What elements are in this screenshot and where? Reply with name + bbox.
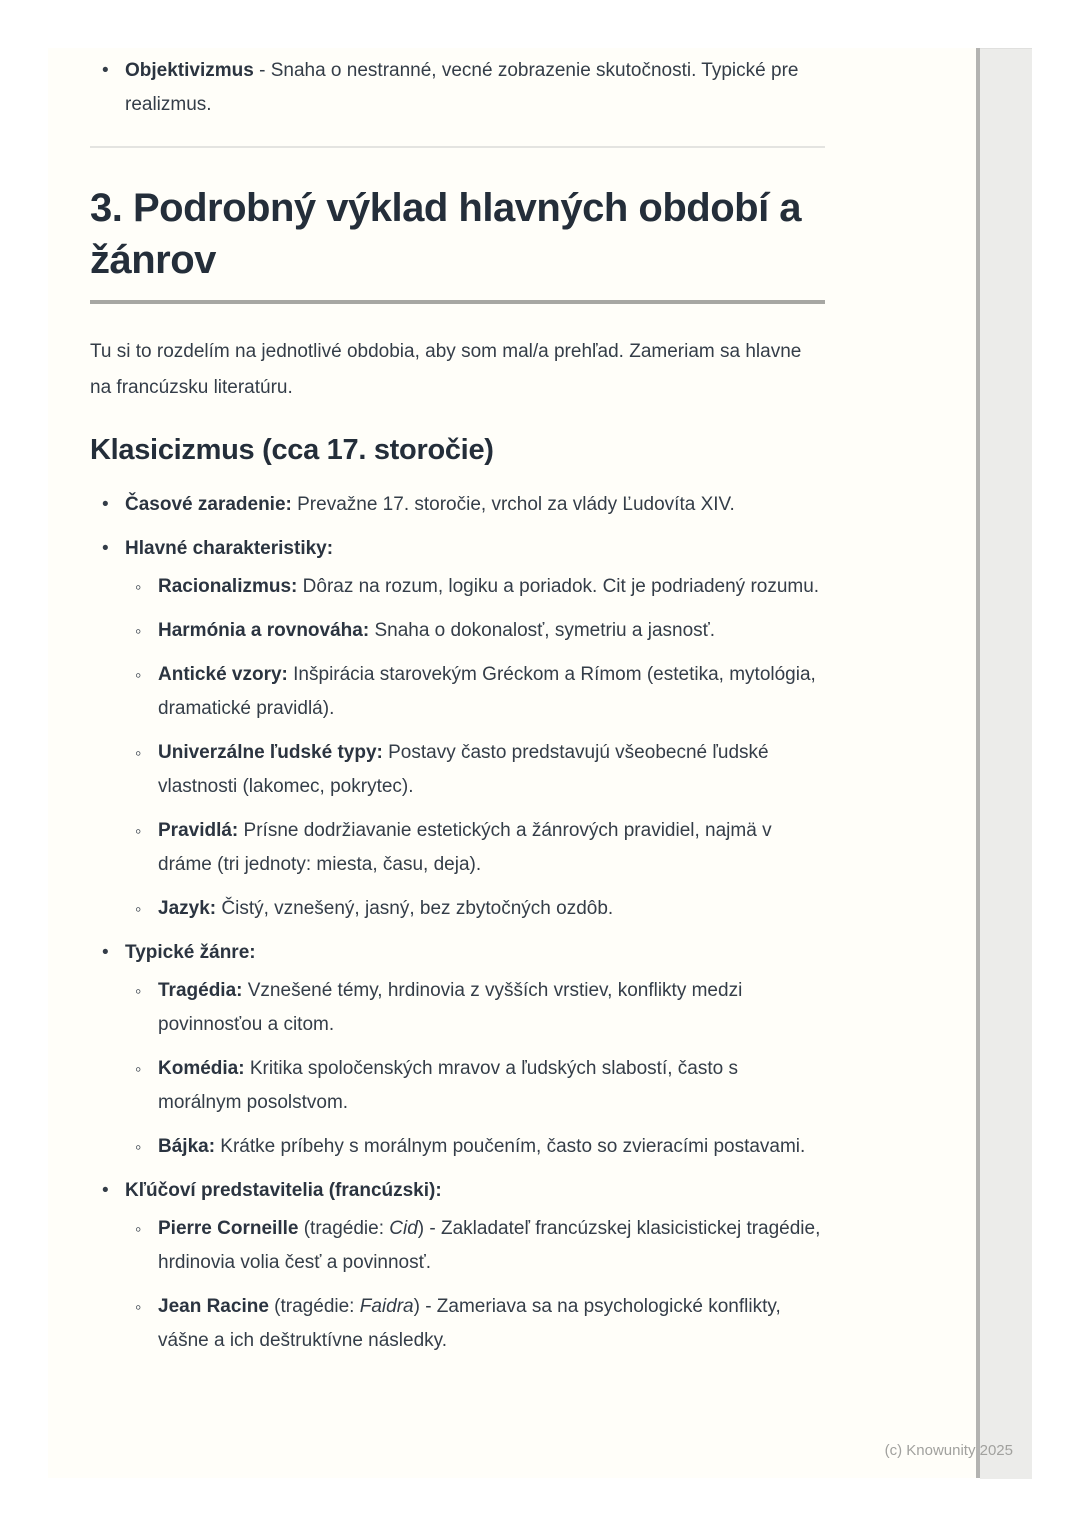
item-term: Jazyk: bbox=[158, 898, 217, 919]
subsection-heading: Klasicizmus (cca 17. storočie) bbox=[90, 434, 494, 466]
item-term: Antické vzory: bbox=[158, 664, 288, 685]
section-intro: Tu si to rozdelím na jednotlivé obdobia, aby som mal/a prehľad. Zameriam sa hlavne na francúzsku literatúru. bbox=[90, 341, 802, 398]
list-item bbox=[125, 736, 825, 804]
carryover-list bbox=[90, 54, 825, 122]
item-text: Vznešené témy, hrdinovia z vyšších vrstiev, konflikty medzi povinnosťou a citom. bbox=[158, 980, 743, 1035]
representatives-sublist bbox=[125, 1212, 825, 1358]
document-page bbox=[48, 48, 976, 1478]
item-term: Hlavné charakteristiky: bbox=[125, 538, 334, 559]
item-term: Jean Racine bbox=[158, 1296, 269, 1317]
characteristics-sublist bbox=[125, 570, 825, 926]
list-item bbox=[125, 892, 825, 926]
list-item bbox=[125, 658, 825, 726]
list-item bbox=[90, 936, 825, 1164]
item-text: - Snaha o nestranné, vecné zobrazenie skutočnosti. Typické pre realizmus. bbox=[125, 60, 799, 115]
item-text: Čistý, vznešený, jasný, bez zbytočných ozdôb. bbox=[216, 898, 614, 919]
item-work-title: Cid bbox=[389, 1218, 418, 1239]
list-item bbox=[125, 614, 825, 648]
item-term: Typické žánre: bbox=[125, 942, 256, 963]
item-text: Kritika spoločenských mravov a ľudských slabostí, často s morálnym posolstvom. bbox=[158, 1058, 738, 1113]
list-item bbox=[125, 1212, 825, 1280]
item-work-title: Faidra bbox=[359, 1296, 414, 1317]
genres-sublist bbox=[125, 974, 825, 1164]
item-term: Tragédia: bbox=[158, 980, 243, 1001]
divider-heavy bbox=[90, 300, 825, 304]
item-term: Harmónia a rovnováha: bbox=[158, 620, 370, 641]
side-gutter bbox=[980, 48, 1032, 1479]
list-item bbox=[90, 1174, 825, 1358]
list-item bbox=[90, 488, 825, 522]
item-text: (tragédie: bbox=[268, 1296, 360, 1317]
item-term: Komédia: bbox=[158, 1058, 245, 1079]
item-text: ) - Zameriava sa na psychologické konflikty, vášne a ich deštruktívne následky. bbox=[158, 1296, 781, 1351]
list-item bbox=[125, 1290, 825, 1358]
item-text: (tragédie: bbox=[298, 1218, 390, 1239]
item-term: Pravidlá: bbox=[158, 820, 239, 841]
item-text: Dôraz na rozum, logiku a poriadok. Cit je podriadený rozumu. bbox=[297, 576, 820, 597]
item-text: Inšpirácia starovekým Gréckom a Rímom (estetika, mytológia, dramatické pravidlá). bbox=[158, 664, 816, 719]
item-term: Bájka: bbox=[158, 1136, 216, 1157]
item-term: Univerzálne ľudské typy: bbox=[158, 742, 383, 763]
item-term: Časové zaradenie: bbox=[125, 494, 292, 515]
list-item bbox=[90, 532, 825, 926]
item-text: Prevažne 17. storočie, vrchol za vlády Ľudovíta XIV. bbox=[291, 494, 735, 515]
page-content bbox=[90, 54, 825, 1368]
item-term: Kľúčoví predstavitelia (francúzski): bbox=[125, 1180, 442, 1201]
item-text: Postavy často predstavujú všeobecné ľudské vlastnosti (lakomec, pokrytec). bbox=[158, 742, 769, 797]
item-term: Pierre Corneille bbox=[158, 1218, 299, 1239]
list-item bbox=[125, 570, 825, 604]
list-item bbox=[125, 814, 825, 882]
list-item bbox=[125, 974, 825, 1042]
list-item bbox=[90, 54, 825, 122]
list-item bbox=[125, 1052, 825, 1120]
item-term: Objektivizmus bbox=[125, 60, 254, 81]
divider-light bbox=[90, 146, 825, 148]
klasicizmus-list bbox=[90, 488, 825, 1358]
section-heading: 3. Podrobný výklad hlavných období a žánrov bbox=[90, 186, 802, 282]
item-term: Racionalizmus: bbox=[158, 576, 298, 597]
copyright-watermark: (c) Knowunity 2025 bbox=[884, 1442, 1013, 1459]
item-text: Snaha o dokonalosť, symetriu a jasnosť. bbox=[369, 620, 716, 641]
item-text: ) - Zakladateľ francúzskej klasicistickej tragédie, hrdinovia volia česť a povinnosť. bbox=[158, 1218, 821, 1273]
item-text: Prísne dodržiavanie estetických a žánrových pravidiel, najmä v dráme (tri jednoty: miesta, času, deja). bbox=[158, 820, 772, 875]
item-text: Krátke príbehy s morálnym poučením, často so zvieracími postavami. bbox=[215, 1136, 806, 1157]
list-item bbox=[125, 1130, 825, 1164]
